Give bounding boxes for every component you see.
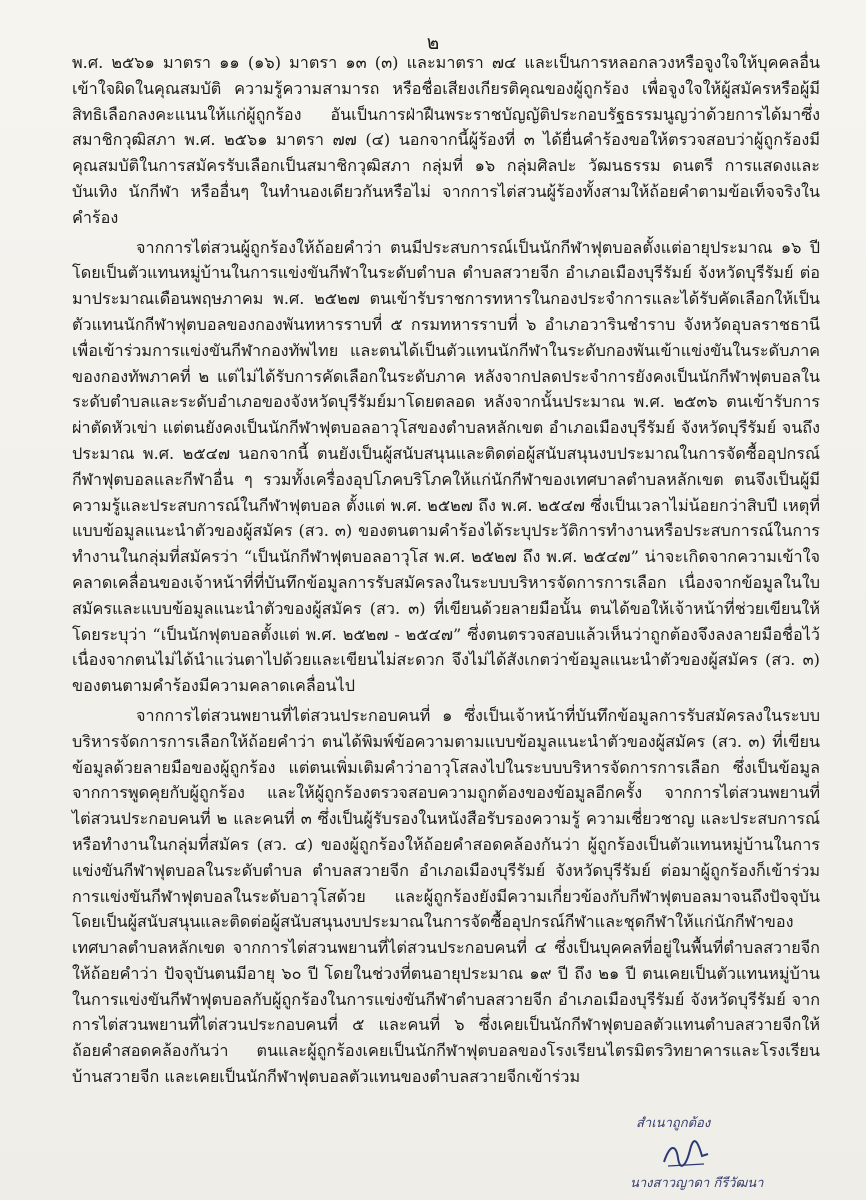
- signature-scribble: [660, 1136, 712, 1174]
- paragraph-2: จากการไต่สวนผู้ถูกร้องให้ถ้อยคำว่า ตนมีประสบการณ์เป็นนักกีฬาฟุตบอลตั้งแต่อายุประมาณ ๑๖ ปี โดยเป็นตัวแทนหมู่บ้านในการแข่งขันกีฬาในระดับตำบล ตำบลสวายจีก อำเภอเมืองบุรีรัมย์ จังหวัดบุรีรัมย์ ต่อมาประมาณเดือนพฤษภาคม พ.ศ. ๒๕๒๗ ตนเข้ารับราชการทหารในกองประจำการและได้รับคัดเลือกให้เป็นตัวแทนนักกีฬาฟุตบอลของกองพันทหารราบที่ ๕ กรมทหารราบที่ ๖ อำเภอวารินชำราบ จังหวัดอุบลราชธานี เพื่อเข้าร่วมการแข่งขันกีฬากองทัพไทย และตนได้เป็นตัวแทนนักกีฬาในระดับกองพันเข้าแข่งขันในระดับภาคของกองทัพภาคที่ ๒ แต่ไม่ได้รับการคัดเลือกในระดับภาค หลังจากปลดประจำการยังคงเป็นนักกีฬาฟุตบอลในระดับตำบลและระดับอำเภอของจังหวัดบุรีรัมย์มาโดยตลอด หลังจากนั้นประมาณ พ.ศ. ๒๕๓๖ ตนเข้ารับการผ่าตัดหัวเข่า แต่ตนยังคงเป็นนักกีฬาฟุตบอลอาวุโสของตำบลหลักเขต อำเภอเมืองบุรีรัมย์ จังหวัดบุรีรัมย์ จนถึงประมาณ พ.ศ. ๒๕๔๗ นอกจากนี้ ตนยังเป็นผู้สนับสนุนและติดต่อผู้สนับสนุนงบประมาณในการจัดซื้ออุปกรณ์กีฬาฟุตบอลและกีฬาอื่น ๆ รวมทั้งเครื่องอุปโภคบริโภคให้แก่นักกีฬาของเทศบาลตำบลหลักเขต ตนจึงเป็นผู้มีความรู้และประสบการณ์ในกีฬาฟุตบอล ตั้งแต่ พ.ศ. ๒๕๒๗ ถึง พ.ศ. ๒๕๔๗ ซึ่งเป็นเวลาไม่น้อยกว่าสิบปี เหตุที่แบบข้อมูลแนะนำตัวของผู้สมัคร (สว. ๓) ของตนตามคำร้องได้ระบุประวัติการทำงานหรือประสบการณ์ในการทำงานในกลุ่มที่สมัครว่า “เป็นนักกีฬาฟุตบอลอาวุโส พ.ศ. ๒๕๒๗ ถึง พ.ศ. ๒๕๔๗” น่าจะเกิดจากความเข้าใจคลาดเคลื่อนของเจ้าหน้าที่ที่บันทึกข้อมูลการรับสมัครลงในระบบบริหารจัดการการเลือก เนื่องจากข้อมูลในใบสมัครและแบบข้อมูลแนะนำตัวของผู้สมัคร (สว. ๓) ที่เขียนด้วยลายมือนั้น ตนได้ขอให้เจ้าหน้าที่ช่วยเขียนให้ โดยระบุว่า “เป็นนักฟุตบอลตั้งแต่ พ.ศ. ๒๕๒๗ - ๒๕๔๗” ซึ่งตนตรวจสอบแล้วเห็นว่าถูกต้องจึงลงลายมือชื่อไว้ เนื่องจากตนไม่ได้นำแว่นตาไปด้วยและเขียนไม่สะดวก จึงไม่ได้สังเกตว่าข้อมูลแนะนำตัวของผู้สมัคร (สว. ๓) ของตนตามคำร้องมีความคลาดเคลื่อนไป: [72, 237, 820, 696]
- page-number: ๒: [426, 32, 440, 54]
- certified-copy-note: สำเนาถูกต้อง: [636, 1116, 711, 1131]
- signer-name: นางสาวญาดา กีรีวัฒนา: [630, 1176, 764, 1191]
- document-body: [72, 50, 820, 1090]
- paragraph-1: พ.ศ. ๒๕๖๑ มาตรา ๑๑ (๑๖) มาตรา ๑๓ (๓) และมาตรา ๗๔ และเป็นการหลอกลวงหรือจูงใจให้บุคคลอื่นเข้าใจผิดในคุณสมบัติ ความรู้ความสามารถ หรือชื่อเสียงเกียรติคุณของผู้ถูกร้อง เพื่อจูงใจให้ผู้สมัครหรือผู้มีสิทธิเลือกลงคะแนนให้แก่ผู้ถูกร้อง อันเป็นการฝ่าฝืนพระราชบัญญัติประกอบรัฐธรรมนูญว่าด้วยการได้มาซึ่งสมาชิกวุฒิสภา พ.ศ. ๒๕๖๑ มาตรา ๗๗ (๔) นอกจากนี้ผู้ร้องที่ ๓ ได้ยื่นคำร้องขอให้ตรวจสอบว่าผู้ถูกร้องมีคุณสมบัติในการสมัครรับเลือกเป็นสมาชิกวุฒิสภา กลุ่มที่ ๑๖ กลุ่มศิลปะ วัฒนธรรม ดนตรี การแสดงและบันเทิง นักกีฬา หรืออื่นๆ ในทำนองเดียวกันหรือไม่ จากการไต่สวนผู้ร้องทั้งสามให้ถ้อยคำตามข้อเท็จจริงในคำร้อง: [72, 53, 820, 227]
- signature-mark: [660, 1136, 712, 1174]
- paragraph-3: จากการไต่สวนพยานที่ไต่สวนประกอบคนที่ ๑ ซึ่งเป็นเจ้าหน้าที่บันทึกข้อมูลการรับสมัครลงในระบบบริหารจัดการการเลือกให้ถ้อยคำว่า ตนได้พิมพ์ข้อความตามแบบข้อมูลแนะนำตัวของผู้สมัคร (สว. ๓) ที่เขียนข้อมูลด้วยลายมือของผู้ถูกร้อง แต่ตนเพิ่มเติมคำว่าอาวุโสลงไปในระบบบริหารจัดการการเลือก ซึ่งเป็นข้อมูลจากการพูดคุยกับผู้ถูกร้อง และให้ผู้ถูกร้องตรวจสอบความถูกต้องของข้อมูลอีกครั้ง จากการไต่สวนพยานที่ไต่สวนประกอบคนที่ ๒ และคนที่ ๓ ซึ่งเป็นผู้รับรองในหนังสือรับรองความรู้ ความเชี่ยวชาญ และประสบการณ์หรือทำงานในกลุ่มที่สมัคร (สว. ๔) ของผู้ถูกร้องให้ถ้อยคำสอดคล้องกันว่า ผู้ถูกร้องเป็นตัวแทนหมู่บ้านในการแข่งขันกีฬาฟุตบอลในระดับตำบล ตำบลสวายจีก อำเภอเมืองบุรีรัมย์ จังหวัดบุรีรัมย์ ต่อมาผู้ถูกร้องก็เข้าร่วมการแข่งขันกีฬาฟุตบอลในระดับอาวุโสด้วย และผู้ถูกร้องยังมีความเกี่ยวข้องกับกีฬาฟุตบอลมาจนถึงปัจจุบัน โดยเป็นผู้สนับสนุนและติดต่อผู้สนับสนุนงบประมาณในการจัดซื้ออุปกรณ์กีฬาและชุดกีฬาให้แก่นักกีฬาของเทศบาลตำบลหลักเขต จากการไต่สวนพยานที่ไต่สวนประกอบคนที่ ๔ ซึ่งเป็นบุคคลที่อยู่ในพื้นที่ตำบลสวายจีกให้ถ้อยคำว่า ปัจจุบันตนมีอายุ ๖๐ ปี โดยในช่วงที่ตนอายุประมาณ ๑๙ ปี ถึง ๒๑ ปี ตนเคยเป็นตัวแทนหมู่บ้านในการแข่งขันกีฬาฟุตบอลกับผู้ถูกร้องในการแข่งขันกีฬาตำบลสวายจีก อำเภอเมืองบุรีรัมย์ จังหวัดบุรีรัมย์ จากการไต่สวนพยานที่ไต่สวนประกอบคนที่ ๕ และคนที่ ๖ ซึ่งเคยเป็นนักกีฬาฟุตบอลตัวแทนตำบลสวายจีกให้ถ้อยคำสอดคล้องกันว่า ตนและผู้ถูกร้องเคยเป็นนักกีฬาฟุตบอลของโรงเรียนไตรมิตรวิทยาคารและโรงเรียนบ้านสวายจีก และเคยเป็นนักกีฬาฟุตบอลตัวแทนของตำบลสวายจีกเข้าร่วม: [72, 705, 820, 1087]
